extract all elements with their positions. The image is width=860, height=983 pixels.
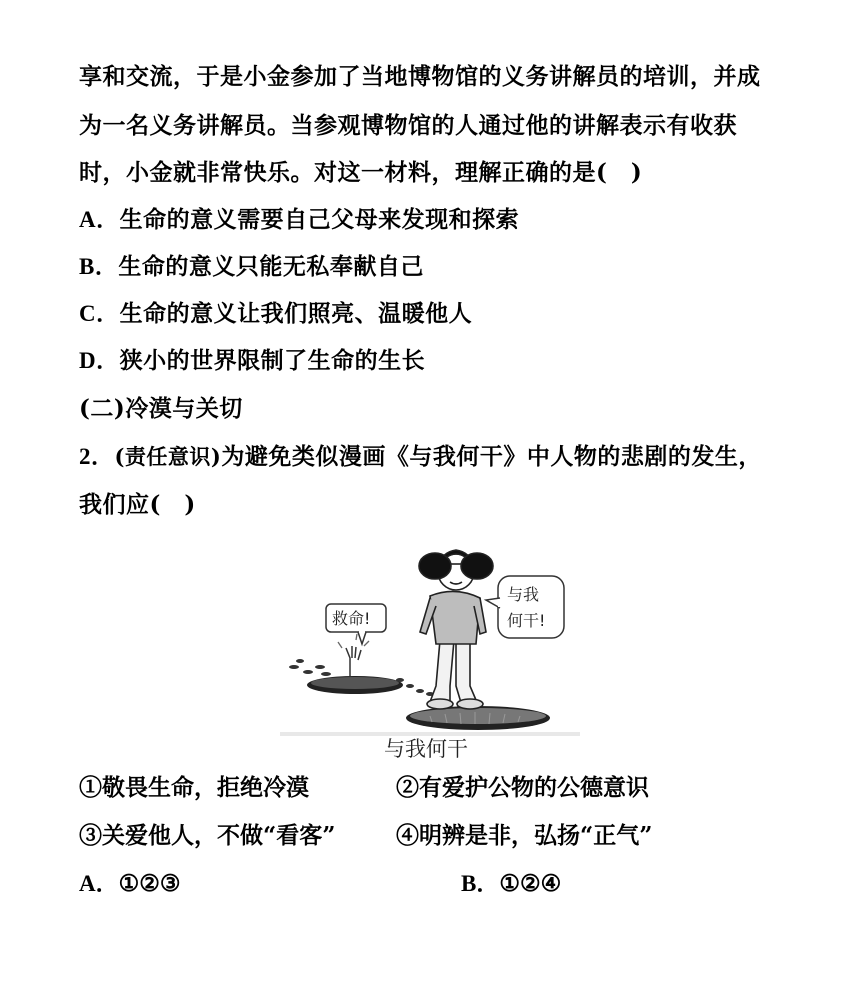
option-letter: D． <box>79 348 120 373</box>
q2-stem-text: 为避免类似漫画《与我何干》中人物的悲剧的发生， <box>221 443 762 470</box>
choice-b <box>461 869 561 899</box>
q1-stem-line-3: 时，小金就非常快乐。对这一材料，理解正确的是( ) <box>79 159 643 186</box>
q1-option-d <box>79 346 425 376</box>
speech-bubble-right-line-1: 与我 <box>507 585 540 604</box>
choice-letter: A． <box>79 871 119 896</box>
statement-2: ②有爱护公物的公德意识 <box>396 774 649 801</box>
speech-bubble-right-line-2: 何干! <box>507 611 546 630</box>
question-tag: (责任意识) <box>114 444 222 469</box>
q1-option-b <box>79 252 424 282</box>
option-text: 生命的意义需要自己父母来发现和探索 <box>119 206 520 233</box>
q2-stem-line-2: 我们应( ) <box>79 491 196 518</box>
cartoon-illustration <box>280 536 580 736</box>
q2-stem-line-1 <box>79 442 762 472</box>
choice-text: ①②④ <box>499 870 562 897</box>
cartoon-svg <box>280 536 580 736</box>
cartoon-caption: 与我何干 <box>384 737 468 761</box>
q1-stem-line-2: 为一名义务讲解员。当参观博物馆的人通过他的讲解表示有收获 <box>79 112 737 139</box>
hand-icon <box>346 646 361 676</box>
section-heading: (二)冷漠与关切 <box>79 395 243 422</box>
option-letter: A． <box>79 207 120 232</box>
statement-1: ①敬畏生命，拒绝冷漠 <box>79 774 309 801</box>
choice-a <box>79 869 180 899</box>
option-text: 生命的意义只能无私奉献自己 <box>118 253 424 280</box>
option-text: 狭小的世界限制了生命的生长 <box>119 347 426 374</box>
q1-option-c <box>79 299 472 329</box>
choice-text: ①②③ <box>118 870 181 897</box>
statement-4: ④明辨是非，弘扬“正气” <box>396 822 653 849</box>
option-text: 生命的意义让我们照亮、温暖他人 <box>119 300 473 327</box>
speech-bubble-left-text: 救命! <box>332 609 371 628</box>
option-letter: B． <box>79 254 119 279</box>
person-figure <box>419 550 493 709</box>
q1-stem-line-1: 享和交流，于是小金参加了当地博物馆的义务讲解员的培训，并成 <box>79 63 761 90</box>
q1-option-a <box>79 205 519 235</box>
speech-bubble-right <box>486 576 564 638</box>
option-letter: C． <box>79 301 120 326</box>
statement-3: ③关爱他人，不做“看客” <box>79 822 336 849</box>
choice-letter: B． <box>461 871 500 896</box>
question-number: 2． <box>79 444 115 469</box>
